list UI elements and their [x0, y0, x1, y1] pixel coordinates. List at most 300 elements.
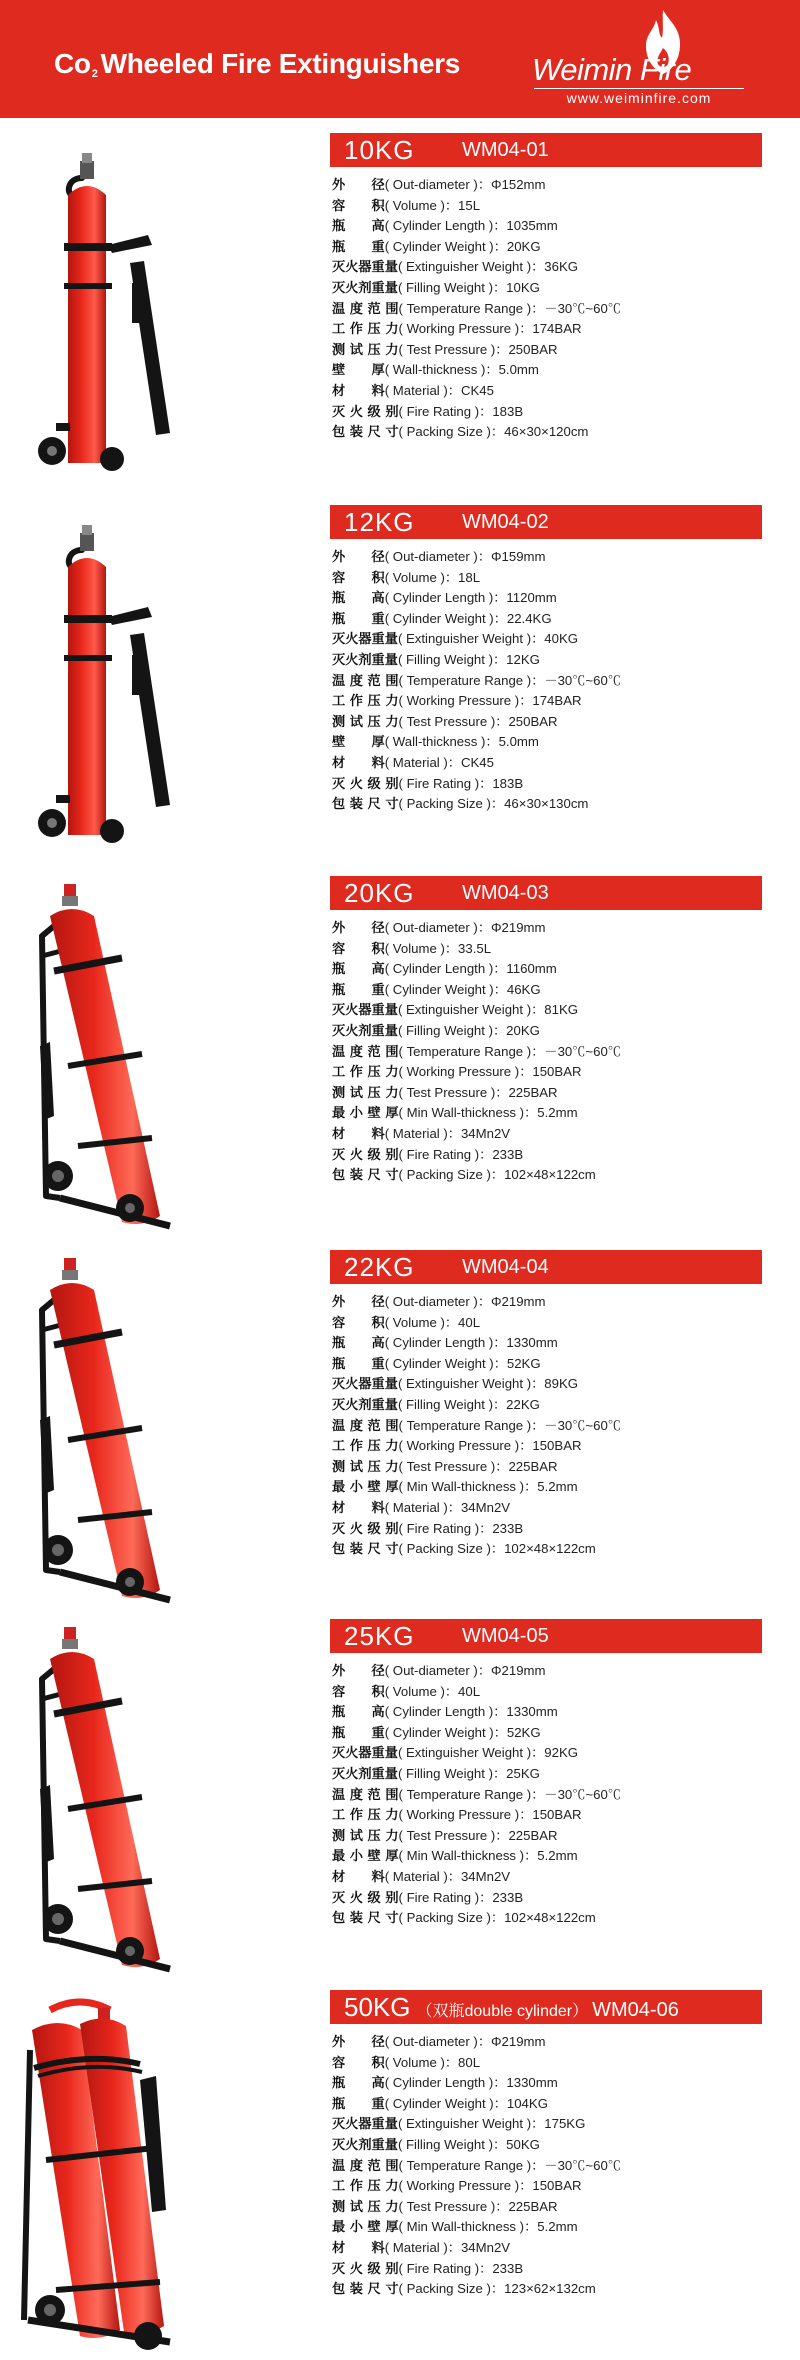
- spec-label-en: ( Packing Size ): [398, 424, 491, 440]
- spec-label-cn: 包 装 尺 寸: [332, 2282, 399, 2298]
- spec-label-cn: 瓶 高: [332, 219, 385, 235]
- spec-value: －30℃~60℃: [544, 2157, 621, 2173]
- spec-separator: ：: [495, 1828, 509, 1844]
- logo-text: Weimin Fire: [532, 52, 692, 87]
- spec-value: 52KG: [506, 1724, 541, 1740]
- spec-value: 89KG: [544, 1376, 579, 1392]
- spec-value: 183B: [492, 775, 524, 791]
- spec-separator: ：: [493, 219, 507, 235]
- spec-label-en: ( Min Wall-thickness ): [398, 1479, 525, 1495]
- spec-value: －30℃~60℃: [544, 300, 621, 316]
- spec-row: [332, 588, 772, 609]
- spec-separator: ：: [524, 2220, 538, 2236]
- spec-label-en: ( Material ): [384, 1499, 448, 1515]
- spec-separator: ：: [495, 1085, 509, 1101]
- spec-label-en: ( Out-diameter ): [384, 1294, 478, 1309]
- spec-label-en: ( Packing Size ): [398, 1910, 491, 1926]
- spec-label-en: ( Test Pressure ): [398, 1084, 496, 1100]
- spec-value: －30℃~60℃: [544, 1417, 621, 1433]
- spec-separator: ：: [531, 1787, 545, 1803]
- spec-value: 92KG: [544, 1745, 579, 1761]
- spec-separator: ：: [531, 1003, 545, 1019]
- capacity-label: 22KG: [344, 1252, 415, 1282]
- spec-label-en: ( Test Pressure ): [398, 1458, 496, 1474]
- spec-value: 36KG: [544, 259, 579, 275]
- spec-value: 233B: [492, 1146, 524, 1162]
- spec-value: 5.2mm: [537, 1848, 578, 1864]
- spec-label-en: ( Extinguisher Weight ): [397, 1745, 532, 1761]
- spec-row: [332, 1354, 772, 1375]
- product-title-bar: [330, 1619, 762, 1653]
- spec-label-en: ( Fire Rating ): [398, 2260, 480, 2276]
- brand-logo: [530, 8, 775, 108]
- spec-row: [332, 1333, 772, 1354]
- spec-label-cn: 灭 火 级 别: [332, 1521, 399, 1537]
- spec-separator: ：: [447, 2240, 461, 2256]
- model-number: WM04-05: [462, 1625, 549, 1647]
- spec-label-en: ( Cylinder Weight ): [384, 610, 494, 626]
- spec-label-en: ( Cylinder Weight ): [384, 1355, 494, 1371]
- spec-label-cn: 瓶 高: [332, 1705, 385, 1721]
- spec-value: 18L: [458, 569, 481, 585]
- spec-separator: ：: [495, 714, 509, 730]
- spec-separator: ：: [490, 1542, 505, 1558]
- spec-separator: ：: [477, 178, 492, 193]
- wheeled-extinguisher-image: [20, 505, 200, 875]
- spec-separator: ：: [490, 2282, 505, 2298]
- spec-row: [332, 1539, 772, 1560]
- product-title-bar: [330, 133, 762, 167]
- product-title-bar: [330, 1250, 762, 1284]
- spec-value: 150BAR: [532, 2178, 582, 2194]
- spec-separator: ：: [477, 1295, 492, 1310]
- spec-row: [332, 1313, 772, 1334]
- spec-separator: ：: [444, 941, 459, 957]
- spec-row: [332, 753, 772, 774]
- spec-label-en: ( Cylinder Weight ): [384, 1724, 494, 1740]
- spec-separator: ：: [493, 2076, 507, 2092]
- wheeled-extinguisher-image: [20, 133, 200, 503]
- spec-value: 81KG: [544, 1002, 579, 1018]
- spec-label-en: ( Extinguisher Weight ): [397, 1376, 532, 1392]
- spec-label-en: ( Min Wall-thickness ): [398, 1848, 525, 1864]
- spec-separator: ：: [447, 1869, 461, 1885]
- spec-label-cn: 灭火剂重量: [332, 1766, 398, 1782]
- spec-value: 102×48×122cm: [504, 1541, 596, 1557]
- spec-label-en: ( Working Pressure ): [398, 1064, 520, 1080]
- spec-separator: ：: [477, 550, 492, 565]
- spec-row: [332, 918, 772, 939]
- spec-label-cn: 瓶 高: [332, 591, 385, 607]
- spec-value: 34Mn2V: [460, 1499, 511, 1515]
- spec-label-cn: 材 料: [332, 755, 385, 771]
- spec-label-cn: 瓶 重: [332, 1725, 385, 1741]
- spec-value: 102×48×122cm: [504, 1910, 596, 1926]
- spec-value: 233B: [492, 2260, 524, 2276]
- spec-separator: ：: [490, 1168, 505, 1184]
- spec-value: Φ219mm: [491, 1294, 546, 1309]
- spec-separator: ：: [444, 1315, 459, 1331]
- spec-row: [332, 774, 772, 795]
- spec-value: 183B: [492, 403, 524, 419]
- spec-value: CK45: [460, 382, 494, 398]
- spec-label-cn: 灭 火 级 别: [332, 2261, 399, 2277]
- spec-separator: ：: [492, 652, 507, 668]
- spec-label-en: ( Extinguisher Weight ): [397, 631, 532, 647]
- spec-row: [332, 1805, 772, 1826]
- spec-separator: ：: [493, 1356, 507, 1372]
- spec-row: [332, 980, 772, 1001]
- spec-value: 10KG: [506, 279, 540, 295]
- spec-row: [332, 2073, 772, 2094]
- spec-label-cn: 包 装 尺 寸: [332, 425, 399, 441]
- spec-label-en: ( Extinguisher Weight ): [397, 2116, 532, 2132]
- spec-separator: ：: [479, 1521, 493, 1537]
- spec-row: [332, 1743, 772, 1764]
- spec-separator: ：: [493, 982, 507, 998]
- spec-separator: ：: [444, 1684, 459, 1700]
- product-title-bar: [330, 1990, 762, 2024]
- spec-value: 5.0mm: [498, 362, 539, 378]
- spec-separator: ：: [490, 797, 505, 813]
- spec-row: [332, 794, 772, 815]
- spec-separator: ：: [495, 2199, 509, 2215]
- spec-label-en: ( Wall-thickness ): [384, 362, 486, 378]
- spec-label-cn: 测 试 压 力: [332, 714, 399, 730]
- spec-row: [332, 568, 772, 589]
- spec-label-en: ( Cylinder Length ): [384, 961, 494, 977]
- spec-row: [332, 2238, 772, 2259]
- spec-label-en: ( Working Pressure ): [398, 321, 520, 337]
- spec-separator: ：: [447, 755, 461, 771]
- spec-row: [332, 257, 772, 278]
- spec-label-cn: 最 小 壁 厚: [332, 1480, 399, 1496]
- spec-label-cn: 瓶 重: [332, 1356, 385, 1372]
- spec-label-en: ( Packing Size ): [398, 2281, 491, 2297]
- spec-label-en: ( Cylinder Length ): [384, 218, 494, 234]
- spec-value: 5.2mm: [537, 2219, 578, 2235]
- product-section: [0, 133, 800, 503]
- spec-label-en: ( Volume ): [384, 569, 445, 585]
- spec-row: [332, 2197, 772, 2218]
- spec-value: 33.5L: [458, 940, 492, 956]
- spec-label-cn: 测 试 压 力: [332, 1459, 399, 1475]
- spec-label-cn: 工 作 压 力: [332, 694, 399, 710]
- spec-row: [332, 671, 772, 692]
- spec-value: －30℃~60℃: [544, 672, 621, 688]
- spec-separator: ：: [493, 2096, 507, 2112]
- spec-separator: ：: [531, 1044, 545, 1060]
- spec-label-cn: 灭 火 级 别: [332, 1147, 399, 1163]
- spec-value: 175KG: [544, 2116, 586, 2132]
- spec-value: 150BAR: [532, 1807, 582, 1823]
- spec-label-cn: 瓶 重: [332, 2096, 385, 2112]
- spec-label-cn: 温 度 范 围: [332, 1044, 399, 1060]
- spec-row: [332, 959, 772, 980]
- model-number: WM04-06: [592, 1999, 679, 2021]
- spec-separator: ：: [477, 921, 492, 936]
- spec-separator: ：: [490, 425, 505, 441]
- spec-label-cn: 外 径: [332, 550, 385, 565]
- spec-value: 25KG: [506, 1765, 540, 1781]
- spec-value: 40L: [458, 1314, 481, 1330]
- spec-label-en: ( Filling Weight ): [397, 1765, 493, 1781]
- spec-label-cn: 容 积: [332, 2055, 385, 2071]
- spec-separator: ：: [519, 1065, 533, 1081]
- spec-label-cn: 灭火剂重量: [332, 1397, 398, 1413]
- spec-label-en: ( Material ): [384, 1125, 448, 1141]
- spec-separator: ：: [479, 776, 493, 792]
- spec-row: [332, 1436, 772, 1457]
- spec-label-cn: 灭火器重量: [332, 1746, 398, 1762]
- spec-row: [332, 1165, 772, 1186]
- wheeled-extinguisher-image: [20, 876, 200, 1246]
- spec-label-cn: 外 径: [332, 1664, 385, 1679]
- spec-row: [332, 237, 772, 258]
- spec-label-en: ( Cylinder Length ): [384, 2075, 494, 2091]
- spec-row: [332, 1083, 772, 1104]
- spec-separator: ：: [492, 280, 507, 296]
- spec-label-en: ( Temperature Range ): [398, 300, 532, 316]
- spec-label-cn: 壁 厚: [332, 735, 385, 751]
- spec-separator: ：: [519, 694, 533, 710]
- spec-label-cn: 容 积: [332, 1315, 385, 1331]
- spec-label-en: ( Volume ): [384, 1314, 445, 1330]
- spec-label-en: ( Cylinder Weight ): [384, 238, 494, 254]
- spec-label-cn: 灭火器重量: [332, 1003, 398, 1019]
- spec-separator: ：: [444, 198, 459, 214]
- spec-row: [332, 1103, 772, 1124]
- spec-label-en: ( Working Pressure ): [398, 1438, 520, 1454]
- spec-label-en: ( Filling Weight ): [397, 2136, 493, 2152]
- spec-label-cn: 材 料: [332, 2240, 385, 2256]
- spec-row: [332, 2156, 772, 2177]
- spec-row: [332, 1498, 772, 1519]
- spec-label-cn: 工 作 压 力: [332, 2179, 399, 2195]
- spec-separator: ：: [495, 342, 509, 358]
- spec-value: 46×30×120cm: [504, 424, 589, 440]
- spec-separator: ：: [479, 2261, 493, 2277]
- spec-label-en: ( Fire Rating ): [398, 403, 480, 419]
- spec-value: 150BAR: [532, 1438, 582, 1454]
- spec-value: CK45: [460, 754, 494, 770]
- spec-label-cn: 测 试 压 力: [332, 342, 399, 358]
- spec-row: [332, 547, 772, 568]
- spec-row: [332, 2135, 772, 2156]
- spec-separator: ：: [444, 2055, 459, 2071]
- spec-label-cn: 容 积: [332, 1684, 385, 1700]
- spec-row: [332, 1846, 772, 1867]
- spec-label-cn: 瓶 高: [332, 1336, 385, 1352]
- spec-separator: ：: [492, 2137, 507, 2153]
- spec-label-cn: 灭 火 级 别: [332, 776, 399, 792]
- spec-list: [332, 1292, 772, 1560]
- spec-label-en: ( Temperature Range ): [398, 2157, 532, 2173]
- spec-separator: ：: [447, 383, 461, 399]
- spec-label-cn: 工 作 压 力: [332, 1065, 399, 1081]
- spec-label-en: ( Packing Size ): [398, 1541, 491, 1557]
- spec-separator: ：: [531, 301, 545, 317]
- spec-separator: ：: [531, 1418, 545, 1434]
- spec-value: 225BAR: [508, 1458, 558, 1474]
- spec-separator: ：: [493, 591, 507, 607]
- spec-row: [332, 2094, 772, 2115]
- spec-label-en: ( Working Pressure ): [398, 2178, 520, 2194]
- spec-separator: ：: [485, 363, 499, 379]
- spec-value: 233B: [492, 1520, 524, 1536]
- spec-value: 1035mm: [506, 218, 558, 234]
- spec-separator: ：: [531, 632, 545, 648]
- wheeled-extinguisher-image: [20, 1250, 200, 1620]
- spec-label-cn: 温 度 范 围: [332, 1787, 399, 1803]
- spec-label-en: ( Out-diameter ): [384, 549, 478, 564]
- spec-row: [332, 196, 772, 217]
- spec-list: [332, 918, 772, 1186]
- spec-row: [332, 1395, 772, 1416]
- capacity-label: 50KG: [344, 1992, 411, 2022]
- spec-separator: ：: [519, 322, 533, 338]
- spec-separator: ：: [495, 1459, 509, 1475]
- title-subscript: 2: [91, 68, 98, 80]
- spec-value: 225BAR: [508, 1827, 558, 1843]
- spec-row: [332, 319, 772, 340]
- spec-value: 233B: [492, 1889, 524, 1905]
- spec-value: 34Mn2V: [460, 1868, 511, 1884]
- spec-separator: ：: [477, 2035, 492, 2050]
- spec-separator: ：: [493, 611, 507, 627]
- spec-row: [332, 1867, 772, 1888]
- spec-label-en: ( Cylinder Length ): [384, 1335, 494, 1351]
- spec-label-en: ( Temperature Range ): [398, 672, 532, 688]
- spec-row: [332, 360, 772, 381]
- spec-label-en: ( Volume ): [384, 940, 445, 956]
- spec-label-cn: 灭火器重量: [332, 1377, 398, 1393]
- spec-separator: ：: [519, 1808, 533, 1824]
- spec-value: 5.2mm: [537, 1479, 578, 1495]
- spec-value: 123×62×132cm: [504, 2281, 596, 2297]
- spec-label-cn: 灭 火 级 别: [332, 1890, 399, 1906]
- spec-value: 34Mn2V: [460, 1125, 511, 1141]
- spec-label-en: ( Cylinder Weight ): [384, 981, 494, 997]
- spec-value: 46×30×130cm: [504, 796, 589, 812]
- spec-label-en: ( Volume ): [384, 2054, 445, 2070]
- spec-value: 250BAR: [508, 341, 558, 357]
- spec-row: [332, 2053, 772, 2074]
- spec-label-en: ( Test Pressure ): [398, 2198, 496, 2214]
- spec-row: [332, 1661, 772, 1682]
- spec-label-en: ( Fire Rating ): [398, 1146, 480, 1162]
- spec-label-cn: 工 作 压 力: [332, 322, 399, 338]
- spec-separator: ：: [531, 260, 545, 276]
- spec-row: [332, 650, 772, 671]
- spec-label-cn: 瓶 重: [332, 611, 385, 627]
- spec-row: [332, 2217, 772, 2238]
- spec-label-en: ( Filling Weight ): [397, 279, 493, 295]
- spec-separator: ：: [531, 2117, 545, 2133]
- double-cylinder-extinguisher-image: [20, 1990, 200, 2360]
- spec-value: 225BAR: [508, 1084, 558, 1100]
- spec-value: 22.4KG: [506, 610, 552, 626]
- spec-value: 52KG: [506, 1355, 541, 1371]
- spec-label-cn: 温 度 范 围: [332, 2158, 399, 2174]
- spec-label-cn: 灭火器重量: [332, 632, 398, 648]
- spec-label-cn: 外 径: [332, 921, 385, 936]
- spec-label-cn: 壁 厚: [332, 363, 385, 379]
- spec-row: [332, 1888, 772, 1909]
- product-section: [0, 876, 800, 1246]
- spec-row: [332, 402, 772, 423]
- spec-value: 150BAR: [532, 1064, 582, 1080]
- spec-list: [332, 1661, 772, 1929]
- spec-row: [332, 1374, 772, 1395]
- spec-value: 1120mm: [506, 590, 557, 606]
- model-number: WM04-04: [462, 1256, 549, 1278]
- spec-separator: ：: [493, 1725, 507, 1741]
- product-section: [0, 505, 800, 875]
- spec-label-cn: 容 积: [332, 570, 385, 586]
- spec-separator: ：: [531, 673, 545, 689]
- spec-value: 40L: [458, 1683, 481, 1699]
- spec-row: [332, 1826, 772, 1847]
- spec-label-cn: 测 试 压 力: [332, 1828, 399, 1844]
- spec-label-cn: 包 装 尺 寸: [332, 1911, 399, 1927]
- spec-separator: ：: [479, 1147, 493, 1163]
- spec-separator: ：: [531, 1746, 545, 1762]
- model-number: WM04-02: [462, 511, 549, 533]
- spec-separator: ：: [524, 1106, 538, 1122]
- spec-label-cn: 材 料: [332, 1500, 385, 1516]
- spec-label-cn: 材 料: [332, 1869, 385, 1885]
- spec-value: 15L: [458, 197, 481, 213]
- spec-row: [332, 175, 772, 196]
- spec-value: 1330mm: [506, 1335, 558, 1351]
- spec-label-en: ( Out-diameter ): [384, 1663, 478, 1678]
- spec-row: [332, 1785, 772, 1806]
- spec-label-en: ( Volume ): [384, 197, 445, 213]
- spec-separator: ：: [531, 2158, 545, 2174]
- model-number: WM04-03: [462, 882, 549, 904]
- spec-label-cn: 材 料: [332, 1126, 385, 1142]
- spec-label-cn: 灭火剂重量: [332, 652, 398, 668]
- spec-value: －30℃~60℃: [544, 1786, 621, 1802]
- spec-label-cn: 温 度 范 围: [332, 1418, 399, 1434]
- spec-row: [332, 1292, 772, 1313]
- spec-value: Φ152mm: [491, 177, 546, 192]
- spec-value: 20KG: [506, 238, 541, 254]
- spec-value: 174BAR: [532, 321, 582, 337]
- spec-label-en: ( Fire Rating ): [398, 1889, 480, 1905]
- spec-separator: ：: [479, 404, 493, 420]
- spec-row: [332, 1457, 772, 1478]
- spec-row: [332, 1702, 772, 1723]
- logo-url: www.weiminfire.com: [534, 88, 744, 106]
- spec-label-cn: 包 装 尺 寸: [332, 797, 399, 813]
- spec-row: [332, 1062, 772, 1083]
- spec-label-cn: 外 径: [332, 178, 385, 193]
- spec-label-cn: 灭火剂重量: [332, 280, 398, 296]
- spec-separator: ：: [531, 1377, 545, 1393]
- spec-label-cn: 包 装 尺 寸: [332, 1168, 399, 1184]
- spec-row: [332, 609, 772, 630]
- spec-value: Φ219mm: [491, 2034, 546, 2049]
- product-title-bar: [330, 505, 762, 539]
- spec-row: [332, 2279, 772, 2300]
- spec-label-en: ( Extinguisher Weight ): [397, 1002, 532, 1018]
- spec-label-cn: 测 试 压 力: [332, 1085, 399, 1101]
- spec-list: [332, 2032, 772, 2300]
- wheeled-extinguisher-image: [20, 1619, 200, 1989]
- spec-label-en: ( Out-diameter ): [384, 177, 478, 192]
